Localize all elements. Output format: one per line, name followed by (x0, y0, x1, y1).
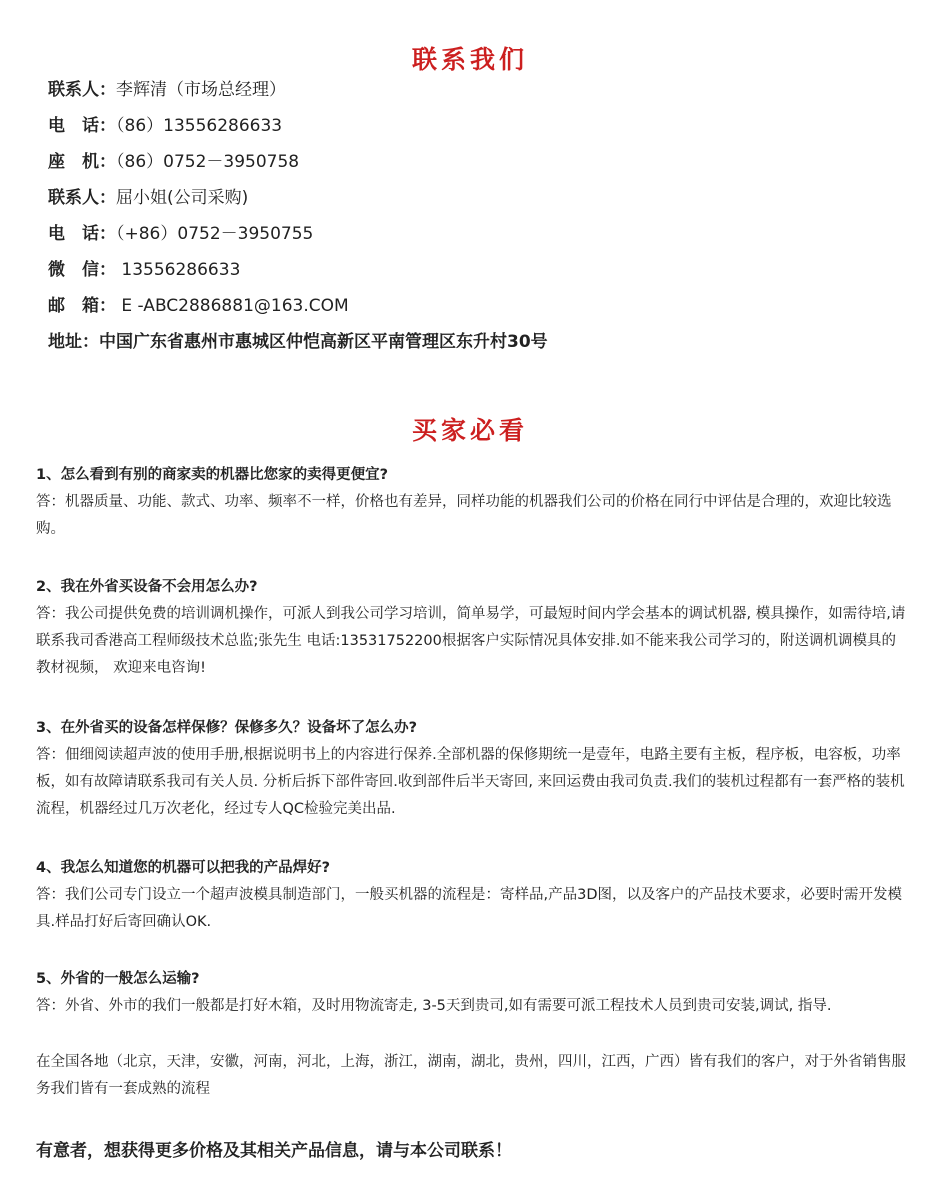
faq-answer: 答：外省、外市的我们一般都是打好木箱，及时用物流寄走, 3-5天到贵司,如有需要可派工程技术人员到贵司安装,调试, 指导. (36, 998, 832, 1014)
buyer-section-title: 买家必看 (411, 415, 528, 445)
email-row (48, 290, 908, 326)
email-value: E -ABC2886881@163.COM (116, 296, 349, 316)
email-label: 邮 箱： (48, 296, 116, 316)
contact-person-row (48, 74, 908, 110)
address-label: 地址： (48, 332, 99, 352)
faq-answer: 答：我公司提供免费的培训调机操作，可派人到我公司学习培训，简单易学，可最短时间内学会基本的调试机器, 模具操作，如需待培,请联系我司香港高工程师级技术总监;张先生 电话:13531752200根据客户实际情况具体安排.如不能来我公司学习的，附送调机调模具的教材视频， 欢迎来电咨询! (36, 606, 906, 676)
faq-item (36, 574, 908, 682)
wechat-label: 微 信： (48, 260, 116, 280)
landline-row (48, 146, 908, 182)
faq-item (36, 966, 908, 1020)
faq-item (36, 715, 908, 823)
address-value: 中国广东省惠州市惠城区仲恺高新区平南管理区东升村30号 (99, 332, 548, 352)
faq-answer: 答：我们公司专门设立一个超声波模具制造部门，一般买机器的流程是：寄样品,产品3D图，以及客户的产品技术要求，必要时需开发模具.样品打好后寄回确认OK. (36, 887, 902, 930)
wechat-value: 13556286633 (116, 260, 241, 280)
faq-item (36, 855, 908, 936)
contact-person-value: 李辉清（市场总经理） (116, 80, 286, 100)
wechat-row (48, 254, 908, 290)
contact-section-title: 联系我们 (411, 44, 528, 74)
faq-question: 2、我在外省买设备不会用怎么办? (36, 579, 258, 595)
purchasing-contact-label: 联系人： (48, 188, 116, 208)
address-row (48, 326, 908, 362)
landline-label: 座 机： (48, 152, 116, 172)
faq-item (36, 462, 908, 543)
purchasing-contact-value: 屈小姐(公司采购) (116, 188, 249, 208)
faq-question: 3、在外省买的设备怎样保修？保修多久？设备坏了怎么办? (36, 720, 417, 736)
faq-question: 5、外省的一般怎么运输? (36, 971, 200, 987)
landline-value: （86）0752－3950758 (116, 152, 300, 172)
phone-label: 电 话： (48, 116, 116, 136)
faq-answer: 答：机器质量、功能、款式、功率、频率不一样，价格也有差异，同样功能的机器我们公司的价格在同行中评估是合理的，欢迎比较选购。 (36, 494, 892, 537)
faq-question: 4、我怎么知道您的机器可以把我的产品焊好? (36, 860, 330, 876)
purchasing-contact-row (48, 182, 908, 218)
service-coverage-note: 在全国各地（北京，天津，安徽，河南，河北，上海，浙江，湖南，湖北，贵州，四川，江西，广西）皆有我们的客户，对于外省销售服务我们皆有一套成熟的流程 (36, 1054, 906, 1097)
faq-answer: 答：佃细阅读超声波的使用手册,根据说明书上的内容进行保养.全部机器的保修期统一是壹年，电路主要有主板，程序板，电容板，功率板，如有故障请联系我司有关人员. 分析后拆下部件寄回.收到部件后半天寄回, 来回运费由我司负责.我们的装机过程都有一套严格的装机流程，机器经过几万次老化，经过专人QC检验完美出品. (36, 747, 905, 817)
phone-row (48, 110, 908, 146)
purchasing-phone-row (48, 218, 908, 254)
purchasing-phone-label: 电 话： (48, 224, 116, 244)
contact-list (48, 74, 908, 362)
closing-call-to-action: 有意者，想获得更多价格及其相关产品信息，请与本公司联系！ (36, 1141, 512, 1161)
phone-value: （86）13556286633 (116, 116, 283, 136)
contact-person-label: 联系人： (48, 80, 116, 100)
faq-question: 1、怎么看到有别的商家卖的机器比您家的卖得更便宜? (36, 467, 388, 483)
purchasing-phone-value: （+86）0752－3950755 (116, 224, 314, 244)
